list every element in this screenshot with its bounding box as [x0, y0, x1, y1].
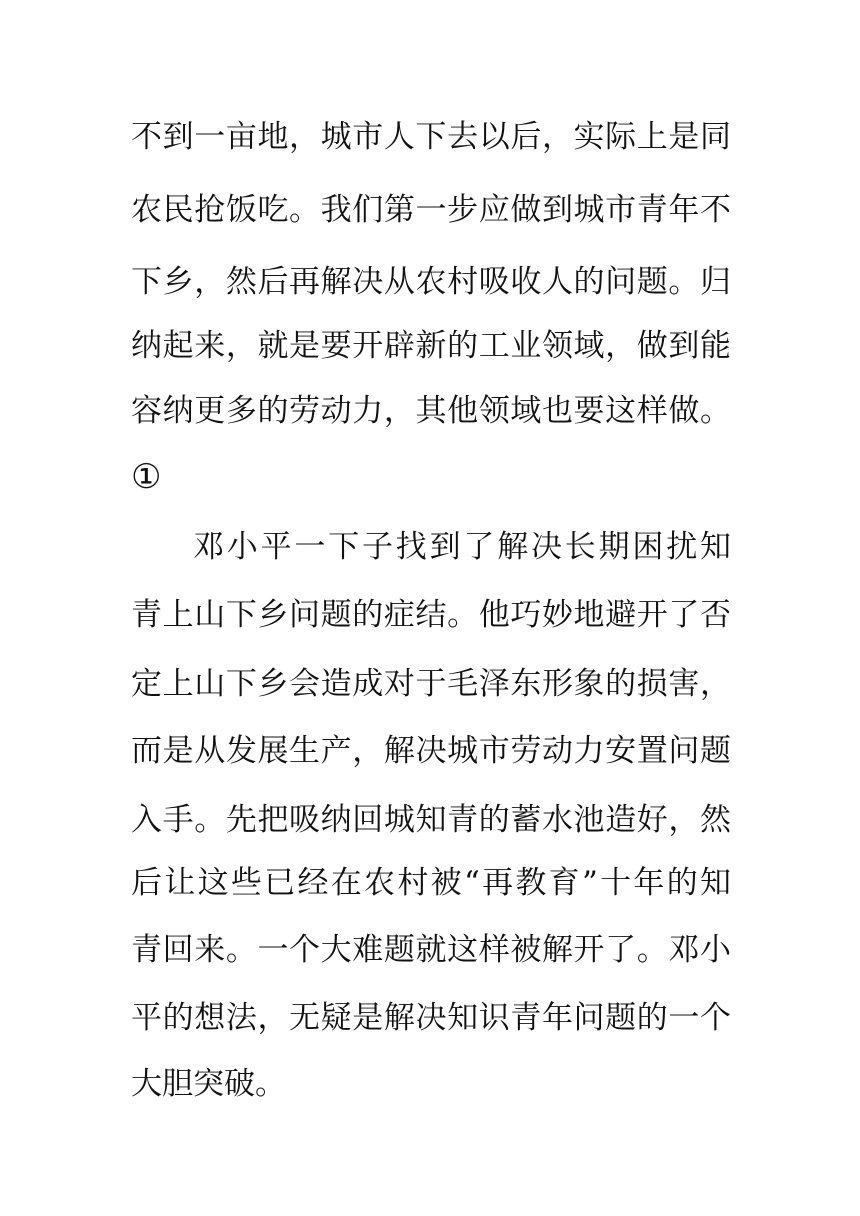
text-line: 青上山下乡问题的症结。他巧妙地避开了否: [131, 597, 731, 633]
text-line: 后让这些已经在农村被“再教育”十年的知: [131, 865, 731, 901]
text-line: 大胆突破。: [131, 1066, 286, 1102]
footnote-marker: ①: [131, 457, 162, 497]
text-line: 下乡，然后再解决从农村吸收人的问题。归: [131, 264, 731, 300]
text-line: 邓小平一下子找到了解决长期困扰知: [193, 529, 731, 565]
text-line: 容纳更多的劳动力，其他领域也要这样做。: [131, 393, 731, 429]
text-line: 定上山下乡会造成对于毛泽东形象的损害，: [131, 666, 731, 702]
text-line: 不到一亩地，城市人下去以后，实际上是同: [131, 119, 731, 155]
text-line: 农民抢饭吃。我们第一步应做到城市青年不: [131, 192, 731, 228]
text-line: 入手。先把吸纳回城知青的蓄水池造好，然: [131, 802, 731, 838]
text-line: 纳起来，就是要开辟新的工业领域，做到能: [131, 328, 731, 364]
text-line: 平的想法，无疑是解决知识青年问题的一个: [131, 1000, 731, 1036]
text-line: 而是从发展生产，解决城市劳动力安置问题: [131, 733, 731, 769]
text-line: 青回来。一个大难题就这样被解开了。邓小: [131, 932, 731, 968]
